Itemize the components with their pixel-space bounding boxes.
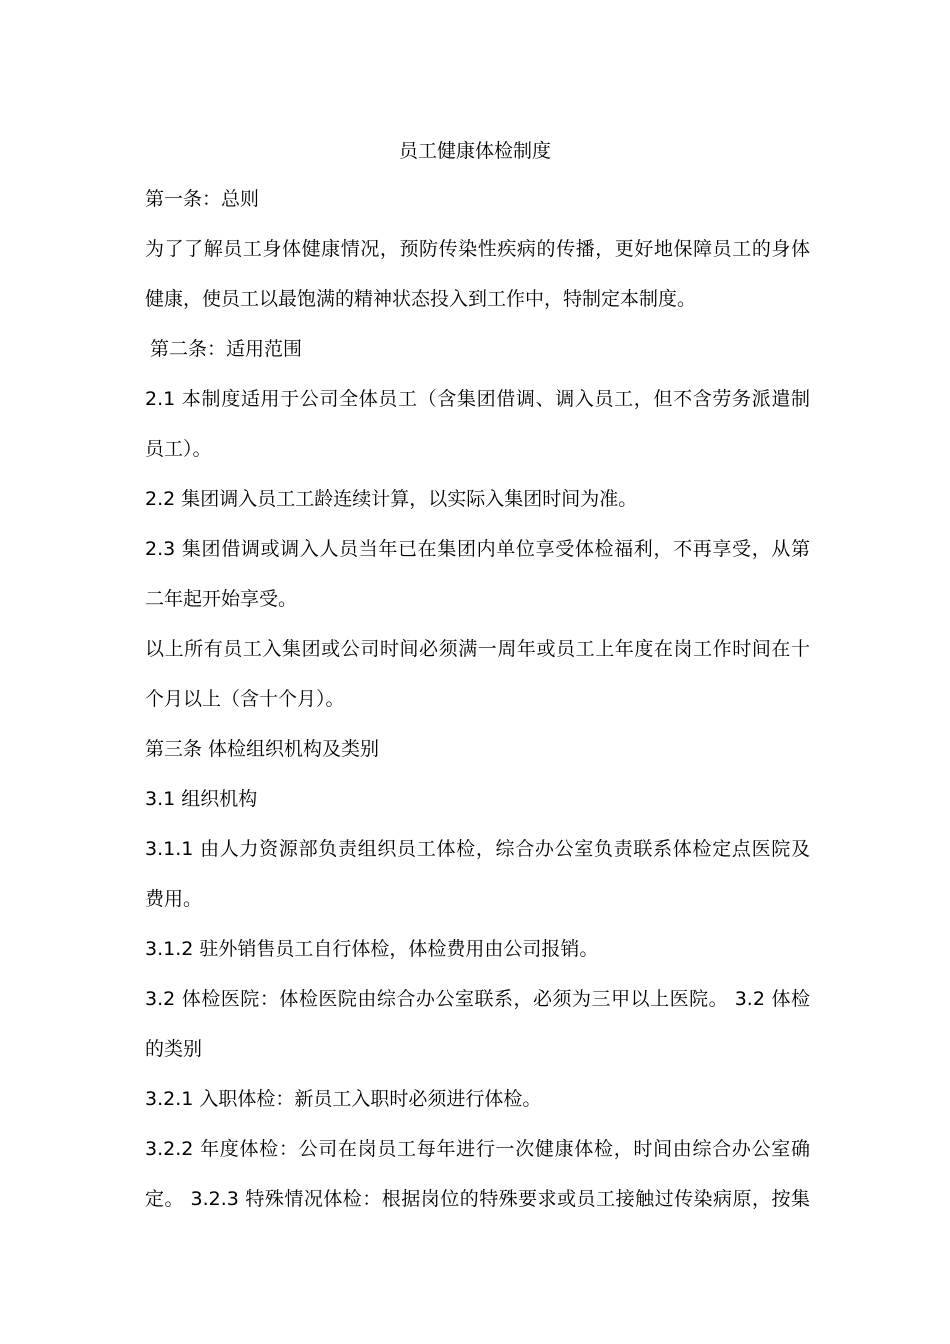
document-title: 员工健康体检制度	[398, 140, 551, 162]
text-line: 3.2.2 年度体检：公司在岗员工每年进行一次健康体检，时间由综合办公室确	[145, 1138, 810, 1160]
text-line: 员工）。	[145, 438, 212, 460]
text-line: 为了了解员工身体健康情况，预防传染性疾病的传播，更好地保障员工的身体	[145, 238, 810, 260]
text-line: 二年起开始享受。	[145, 588, 298, 610]
text-line: 3.1 组织机构	[145, 788, 258, 810]
text-line: 2.1 本制度适用于公司全体员工（含集团借调、调入员工，但不含劳务派遣制	[145, 388, 810, 410]
text-line: 3.2.1 入职体检：新员工入职时必须进行体检。	[145, 1088, 542, 1110]
text-line: 个月以上（含十个月）。	[145, 688, 345, 710]
text-line: 3.1.2 驻外销售员工自行体检，体检费用由公司报销。	[145, 938, 599, 960]
text-line: 第三条 体检组织机构及类别	[145, 738, 380, 760]
text-line: 3.2 体检医院：体检医院由综合办公室联系，必须为三甲以上医院。 3.2 体检	[145, 988, 810, 1010]
text-line: 以上所有员工入集团或公司时间必须满一周年或员工上年度在岗工作时间在十	[145, 638, 810, 660]
text-line: 第二条：适用范围	[150, 338, 303, 360]
text-line: 健康，使员工以最饱满的精神状态投入到工作中，特制定本制度。	[145, 288, 697, 310]
text-line: 3.1.1 由人力资源部负责组织员工体检，综合办公室负责联系体检定点医院及	[145, 838, 810, 860]
text-line: 第一条：总则	[145, 188, 260, 210]
document-body	[145, 186, 810, 1236]
text-line: 2.3 集团借调或调入人员当年已在集团内单位享受体检福利，不再享受，从第	[145, 538, 810, 560]
text-line: 2.2 集团调入员工工龄连续计算，以实际入集团时间为准。	[145, 488, 638, 510]
text-line: 的类别	[145, 1038, 203, 1060]
text-line: 费用。	[145, 888, 203, 910]
text-line: 定。 3.2.3 特殊情况体检：根据岗位的特殊要求或员工接触过传染病原，按集	[145, 1188, 810, 1210]
